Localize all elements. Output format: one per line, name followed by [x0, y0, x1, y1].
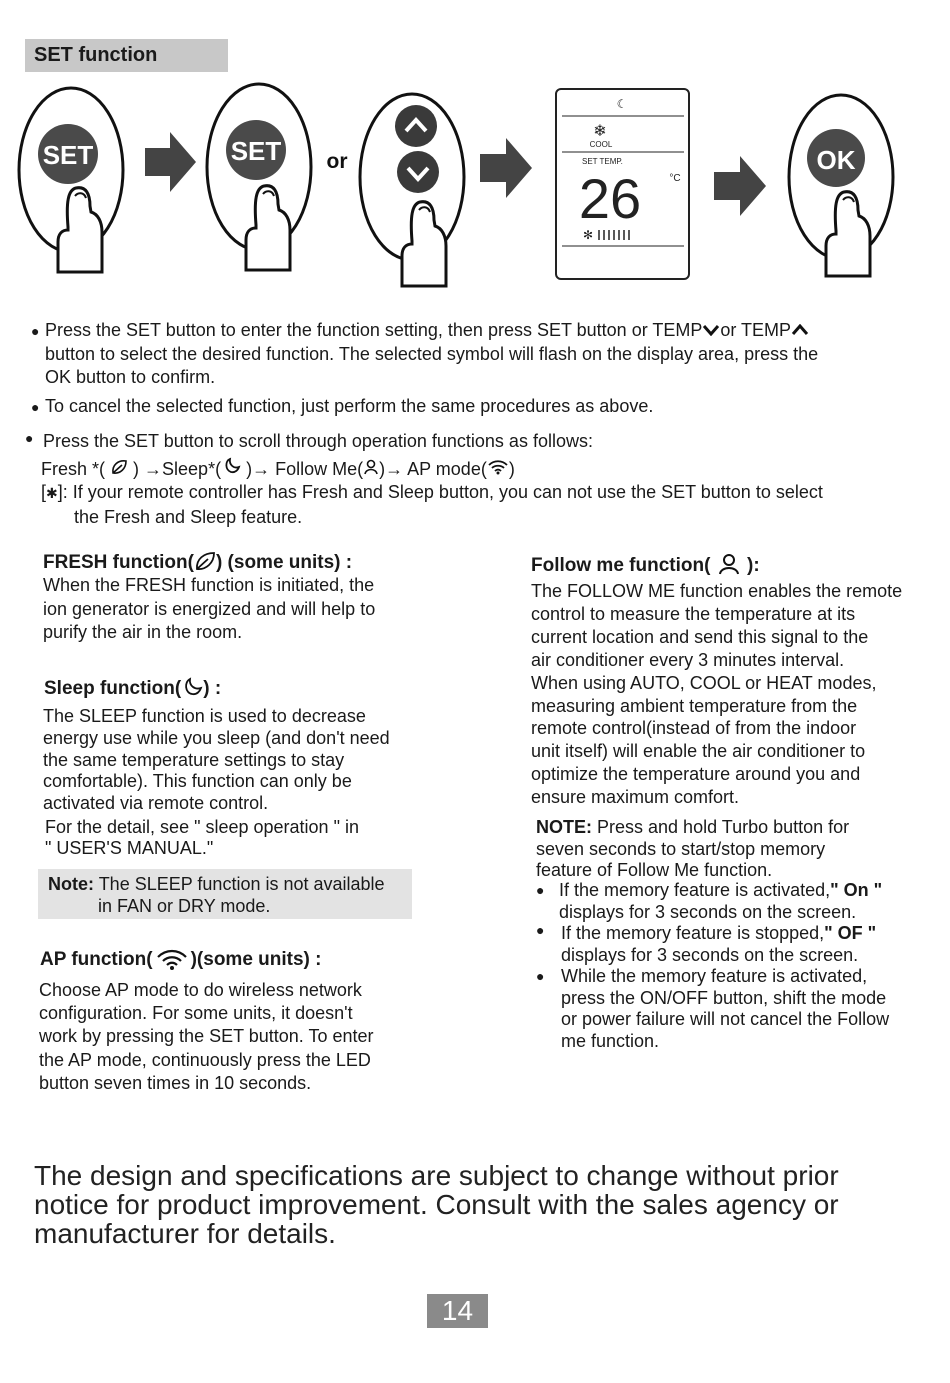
sleep-note: Note: The SLEEP function is not available in FAN or DRY mode. [48, 874, 385, 916]
leaf-icon [110, 459, 128, 475]
remote-ok-button [789, 95, 893, 276]
leaf-icon [194, 551, 216, 571]
person-icon [716, 553, 742, 575]
svg-text:COOL: COOL [589, 140, 613, 149]
footer-disclaimer: The design and specifications are subject to change without prior notice for product improvement. Consult with the sales agency or manufacturer for details. [34, 1160, 839, 1249]
section-title: SET function [25, 39, 228, 72]
remote-set-button-2 [207, 84, 311, 270]
follow-me-description: The FOLLOW ME function enables the remote control to measure the temperature at its current location and send this signal to the air conditioner every 3 minutes interval. When using AUTO, COOL or HEAT modes, measuring ambient temperature from the remote control(instead of from the indoor unit itself) will enable the air conditioner to optimize the temperature around you and ensure maximum comfort. [531, 581, 903, 808]
wifi-icon [153, 948, 191, 970]
sleep-icon: ☾ [616, 97, 628, 111]
set-procedure-diagram [0, 80, 950, 290]
sleep-icon [181, 677, 203, 697]
arrow-icon [145, 132, 196, 192]
remote-temp-buttons [360, 94, 464, 286]
remote-display [556, 89, 689, 279]
bullet-cancel: ● To cancel the selected function, just perform the same procedures as above. [31, 396, 654, 416]
ap-function-title: AP function( )(some units) : [40, 949, 322, 970]
list-item: ● If the memory feature is activated," On " displays for 3 seconds on the screen. [536, 880, 883, 922]
set-label: SET [230, 136, 282, 166]
svg-text:°C: °C [669, 173, 681, 184]
remote-set-button-1 [19, 88, 123, 272]
or-label: or [326, 150, 348, 173]
sleep-detail: For the detail, see " sleep operation " in " USER'S MANUAL." [45, 817, 359, 858]
bullet-set-procedure: ● Press the SET button to enter the function setting, then press SET button or TEMP or TEMP button to select the desired function. The selected symbol will flash on the display area, press the OK button to confirm. [31, 320, 819, 387]
list-item: ● While the memory feature is activated, press the ON/OFF button, shift the mode or power failure will not cancel the Follow me function. [536, 966, 890, 1051]
follow-me-title: Follow me function( ): [531, 555, 760, 576]
function-sequence: Fresh *( ) →Sleep*( )→ Follow Me( )→ AP mode( ) [41, 459, 515, 479]
temp-readout: 26 [578, 167, 642, 230]
snowflake-icon: ❄ [593, 123, 607, 140]
note-star: [✱]: If your remote controller has Fresh and Sleep button, you can not use the SET button to select the Fresh and Sleep feature. [41, 482, 823, 527]
person-icon [363, 459, 379, 475]
bullet-scroll-functions: ● Press the SET button to scroll through operation functions as follows: [25, 430, 593, 451]
fresh-function: FRESH function( ) (some units) : When the FRESH function is initiated, the ion generator is energized and will help to purify the air in the room. [43, 551, 423, 645]
set-label: SET [42, 140, 94, 170]
ap-description: Choose AP mode to do wireless network configuration. For some units, it doesn't work by pressing the SET button. To enter the AP mode, continuously press the LED button seven times in 10 seconds. [39, 980, 374, 1093]
list-item: ● If the memory feature is stopped," OF " displays for 3 seconds on the screen. [536, 922, 877, 965]
chevron-down-icon [702, 324, 720, 336]
svg-text:SET TEMP.: SET TEMP. [582, 157, 623, 166]
sleep-function-title: Sleep function( ) : [44, 678, 222, 699]
ok-label: OK [816, 145, 856, 175]
arrow-icon [714, 156, 766, 216]
arrow-icon [480, 138, 532, 198]
follow-me-bullets [536, 880, 931, 1052]
sleep-icon [221, 457, 241, 475]
fan-icon: ✻ [582, 228, 594, 242]
page-number: 14 [427, 1294, 488, 1328]
chevron-up-icon [791, 324, 809, 336]
sleep-description: The SLEEP function is used to decrease energy use while you sleep (and don't need the same temperature settings to stay comfortable). This function can only be activated via remote control. [43, 706, 390, 814]
wifi-icon [487, 459, 509, 475]
follow-me-note: NOTE: Press and hold Turbo button for seven seconds to start/stop memory feature of Follow Me function. [536, 817, 850, 880]
fresh-title: FRESH function( ) (some units) : [43, 552, 353, 573]
